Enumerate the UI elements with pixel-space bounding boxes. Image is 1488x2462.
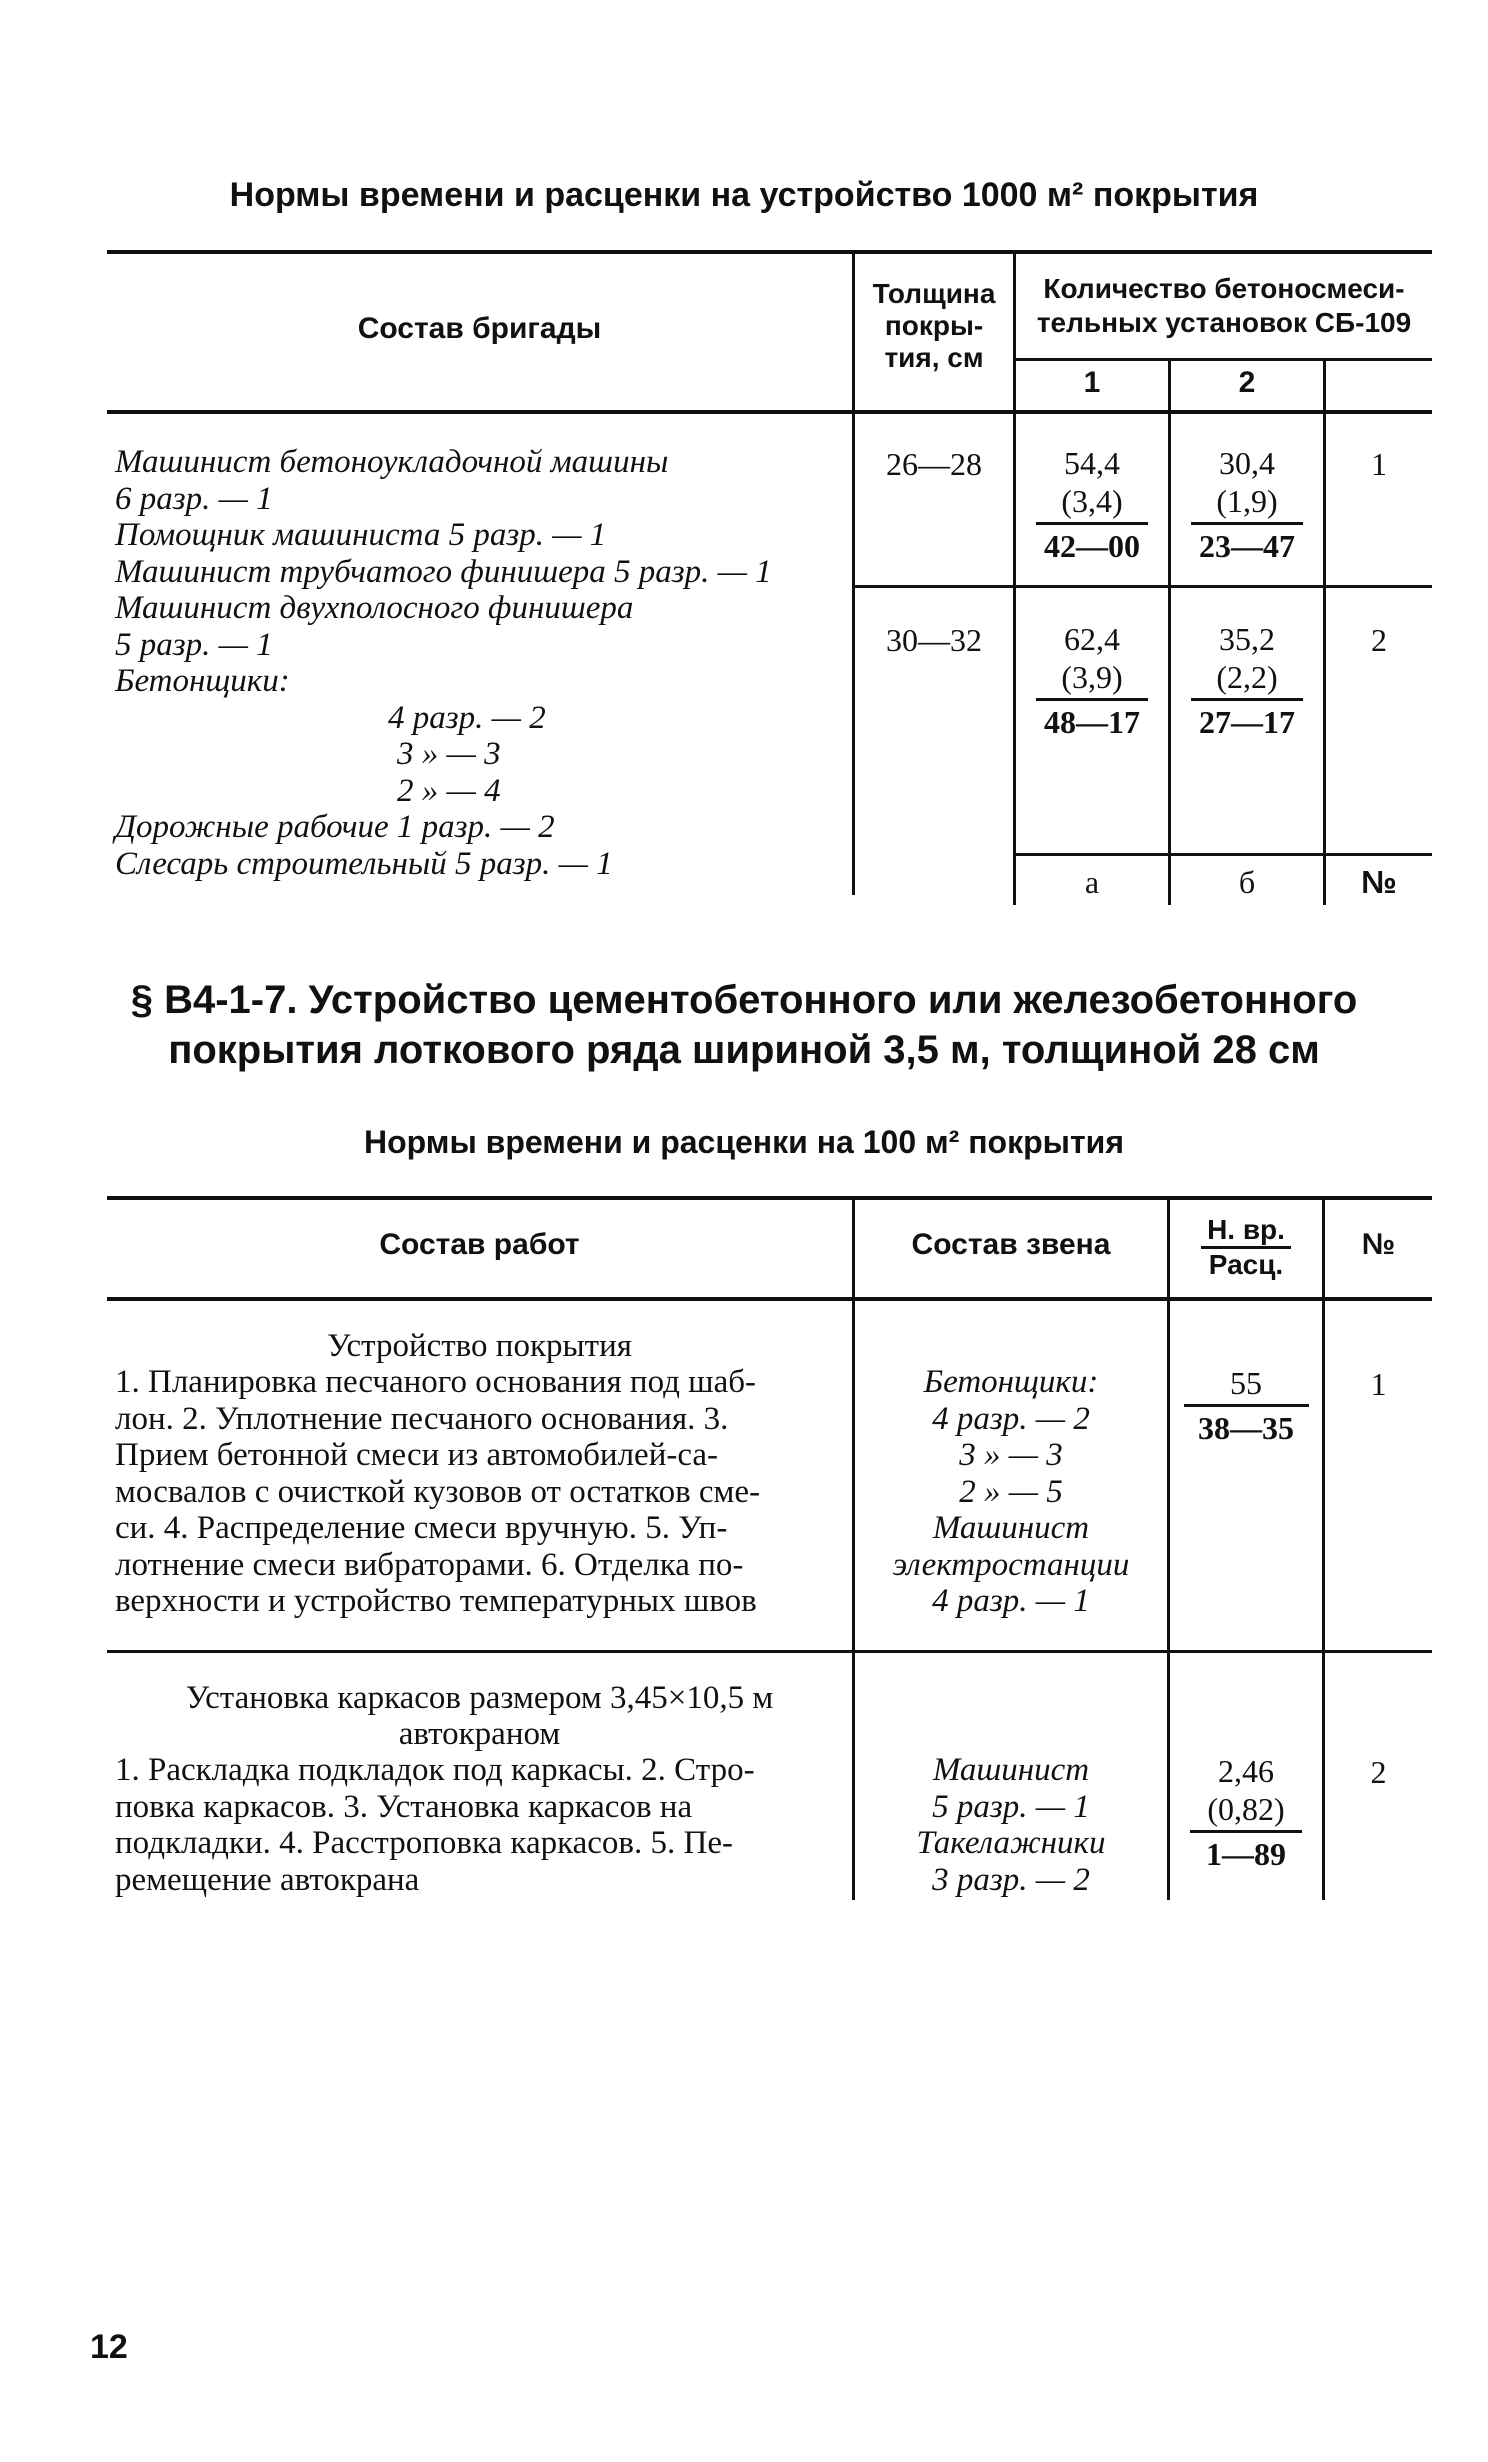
table1-row2-col2-value [1171, 620, 1323, 741]
thickness-label-line1: Толщина [872, 278, 996, 309]
table2-row2-number: 2 [1370, 1754, 1387, 1790]
table1-row2-number: 2 [1371, 622, 1387, 658]
value-sub: (2,2) [1216, 659, 1278, 695]
table2-row1-norm [1170, 1364, 1322, 1447]
table1-row1-col2-value [1171, 444, 1323, 565]
table1-top-rule [107, 250, 1432, 254]
section-title [0, 975, 1488, 1075]
table1-header-col1: 1 [1083, 366, 1101, 399]
count-label-line1: Количество бетоносмеси- [1043, 273, 1405, 304]
table1-sub-rule [1013, 358, 1432, 361]
crew-line: 4 разр. — 2 [388, 699, 546, 736]
work-line: си. 4. Распределение смеси вручную. 5. Уп- [115, 1510, 728, 1546]
crew-line: 5 разр. — 1 [932, 1788, 1090, 1825]
work-line: лотнение смеси вибраторами. 6. Отделка по- [115, 1546, 744, 1583]
crew-line: Помощник машиниста 5 разр. — 1 [115, 517, 607, 553]
table2-row1-number: 1 [1370, 1366, 1387, 1402]
table1-row2-col1-value [1016, 620, 1168, 741]
section-title-line1: § В4-1-7. Устройство цементобетонного или железобетонного [130, 978, 1358, 1022]
value-top: 35,2 [1219, 621, 1275, 657]
table2-row2-norm [1170, 1752, 1322, 1873]
table2-row1-description [115, 1364, 845, 1620]
table1-footer-a: а [1084, 864, 1100, 900]
value-top: 30,4 [1219, 445, 1275, 481]
value-bottom: 48—17 [1044, 704, 1140, 740]
value-bottom: 42—00 [1044, 528, 1140, 564]
crew-line: 4 разр. — 1 [932, 1583, 1090, 1619]
table2-row2-heading [107, 1680, 852, 1752]
norm-sub-value: (0,82) [1207, 1791, 1285, 1827]
norm-value: 2,46 [1218, 1753, 1274, 1789]
value-sub: (1,9) [1216, 483, 1278, 519]
crew-line: электростанции [892, 1546, 1130, 1583]
table1-header-count [1016, 272, 1432, 340]
table2-header-work: Состав работ [379, 1228, 580, 1261]
crew-line: 6 разр. — 1 [115, 480, 273, 517]
crew-line: 3 » — 3 [959, 1437, 1063, 1473]
count-label-line2: тельных установок СБ-109 [1036, 307, 1412, 338]
crew-line: 5 разр. — 1 [115, 626, 273, 663]
heading-line2: автокраном [398, 1716, 561, 1752]
crew-line: Бетонщики: [115, 663, 290, 699]
crew-line: Машинист трубчатого финишера 5 разр. — 1 [115, 553, 772, 590]
crew-line: Дорожные рабочие 1 разр. — 2 [115, 809, 555, 845]
crew-line: 4 разр. — 2 [932, 1400, 1090, 1437]
crew-line: 3 разр. — 2 [932, 1861, 1090, 1898]
table2-header-number: № [1361, 1228, 1396, 1261]
table2-row2-crew [855, 1752, 1167, 1898]
value-sub: (3,4) [1061, 483, 1123, 519]
norm-label: Н. вр. [1207, 1214, 1285, 1245]
table2-header-norm [1170, 1214, 1322, 1281]
table1-crew-list [115, 444, 850, 882]
rate-label: Расц. [1208, 1249, 1284, 1280]
work-line: Прием бетонной смеси из автомобилей-са- [115, 1437, 719, 1473]
table1-header-col2: 2 [1238, 366, 1256, 399]
table1-footer-rule [1013, 853, 1432, 856]
crew-line: Машинист [932, 1752, 1090, 1788]
crew-line: Такелажники [916, 1825, 1106, 1861]
rate-value: 1—89 [1206, 1836, 1286, 1872]
table2-row-rule [107, 1650, 1432, 1653]
crew-line: Машинист [932, 1510, 1090, 1546]
table1-footer-b: б [1238, 864, 1256, 900]
table1-row2-thickness: 30—32 [886, 622, 982, 658]
crew-line: 2 » — 5 [959, 1473, 1063, 1510]
rate-value: 38—35 [1198, 1410, 1294, 1446]
table1-header-thickness [855, 278, 1013, 374]
norm-value: 55 [1230, 1365, 1262, 1401]
table1-row1-col1-value [1016, 444, 1168, 565]
value-top: 54,4 [1064, 445, 1120, 481]
table1-row1-number: 1 [1371, 446, 1387, 482]
table2-row1-crew [855, 1364, 1167, 1620]
work-line: верхности и устройство температурных швов [115, 1583, 757, 1619]
value-top: 62,4 [1064, 621, 1120, 657]
heading-line1: Установка каркасов размером 3,45×10,5 м [185, 1680, 774, 1716]
table2-vrule-3 [1322, 1196, 1325, 1900]
crew-line: 3 » — 3 [397, 736, 501, 772]
value-sub: (3,9) [1061, 659, 1123, 695]
table1-row1-thickness: 26—28 [886, 446, 982, 482]
table2-title: Нормы времени и расценки на 100 м² покрытия [364, 1124, 1124, 1160]
table1-title: Нормы времени и расценки на устройство 1000 м² покрытия [229, 176, 1259, 214]
table2-header-crew: Состав звена [911, 1228, 1111, 1261]
table2-top-rule [107, 1196, 1432, 1200]
work-line: подкладки. 4. Расстроповка каркасов. 5. Пе- [115, 1825, 733, 1861]
work-line: повка каркасов. 3. Установка каркасов на [115, 1788, 693, 1825]
thickness-label-line2: покры- [884, 310, 984, 341]
table1-row-rule [855, 585, 1432, 588]
work-line: 1. Планировка песчаного основания под шаб- [115, 1364, 757, 1400]
table2-row1-heading: Устройство покрытия [327, 1328, 632, 1364]
page-number: 12 [90, 2328, 128, 2366]
value-bottom: 23—47 [1199, 528, 1295, 564]
work-line: ремещение автокрана [115, 1861, 420, 1898]
table1-header-crew: Состав бригады [357, 312, 602, 345]
value-bottom: 27—17 [1199, 704, 1295, 740]
crew-line: Бетонщики: [923, 1364, 1099, 1400]
crew-line: 2 » — 4 [397, 772, 501, 809]
work-line: 1. Раскладка подкладок под каркасы. 2. Стро- [115, 1752, 755, 1788]
table2-header-rule [107, 1297, 1432, 1301]
crew-line: Машинист бетоноукладочной машины [115, 444, 669, 480]
crew-line: Слесарь строительный 5 разр. — 1 [115, 845, 613, 882]
crew-line: Машинист двухполосного финишера [115, 590, 634, 626]
work-line: мосвалов с очисткой кузовов от остатков сме- [115, 1473, 761, 1510]
section-title-line2: покрытия лоткового ряда шириной 3,5 м, толщиной 28 см [168, 1028, 1320, 1072]
table2-row2-description [115, 1752, 845, 1898]
table1-header-rule [107, 410, 1432, 414]
table1-vrule-2 [1013, 250, 1016, 905]
work-line: лон. 2. Уплотнение песчаного основания. 3. [115, 1400, 729, 1437]
thickness-label-line3: тия, см [884, 342, 984, 373]
table1-footer-number: № [1361, 864, 1397, 900]
